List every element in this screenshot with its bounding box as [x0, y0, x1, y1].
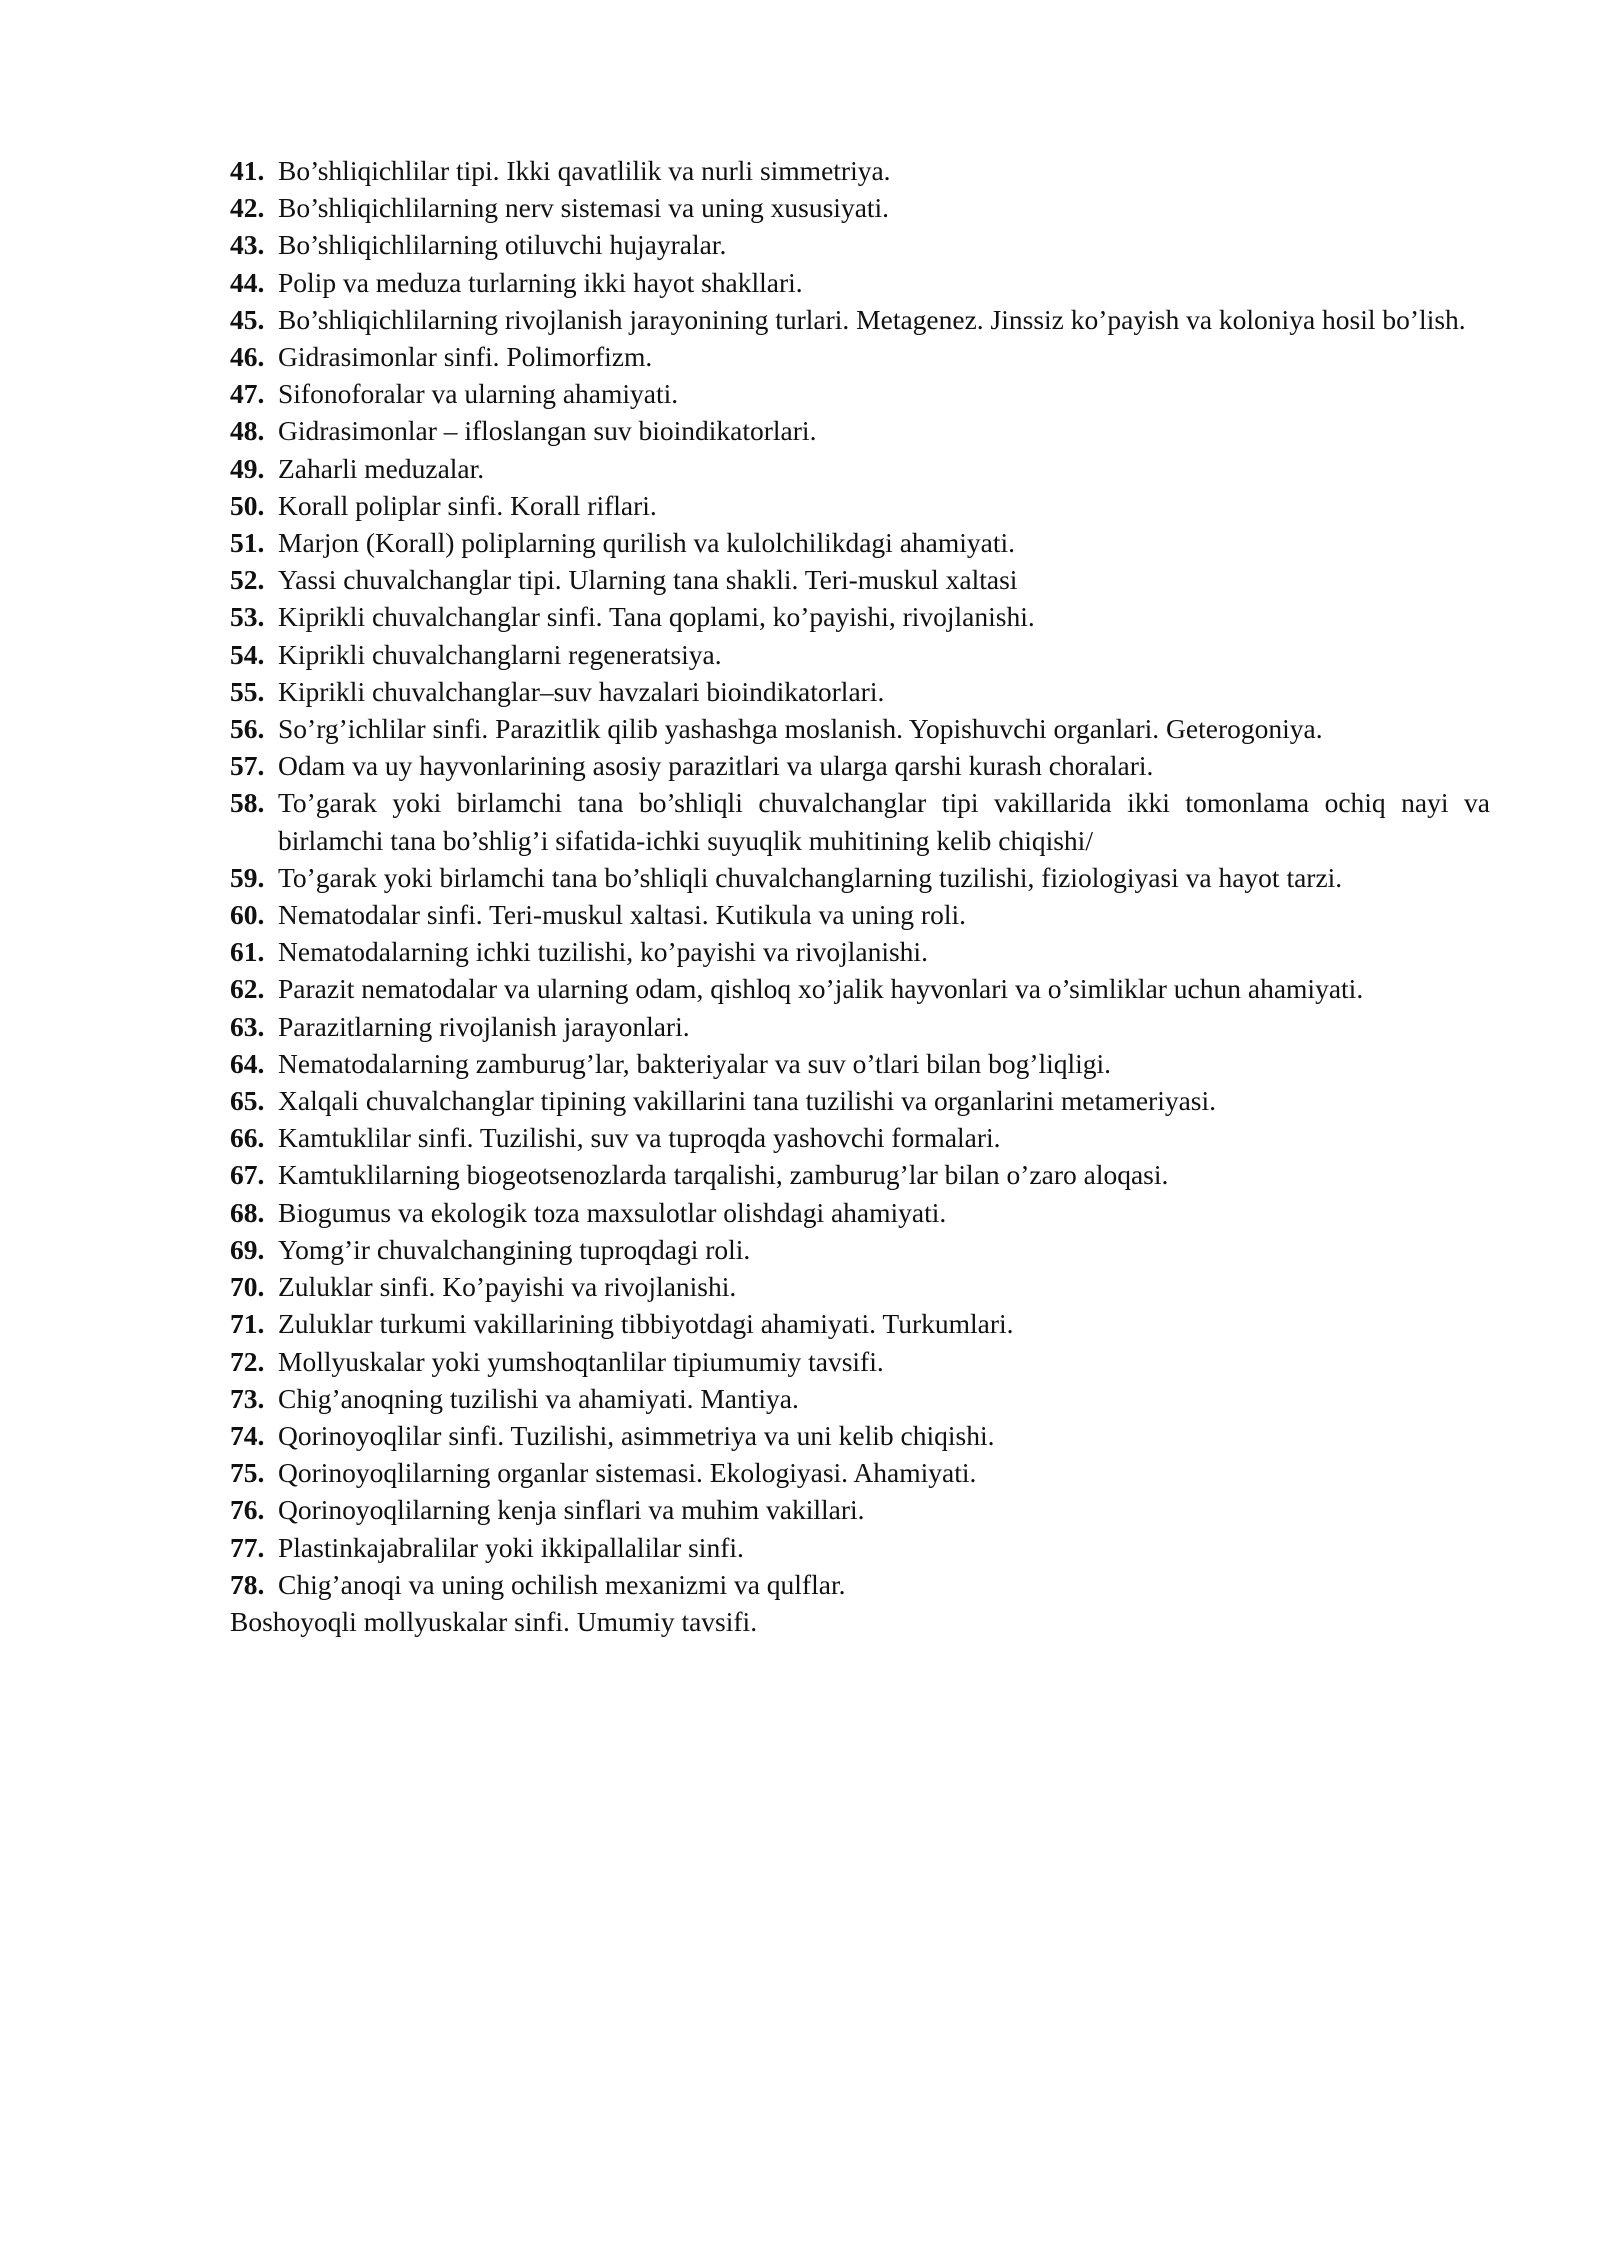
- item-text: Nematodalar sinfi. Teri-muskul xaltasi. Kutikula va uning roli.: [278, 899, 966, 931]
- item-text: Nematodalarning zamburug’lar, bakteriyalar va suv o’tlari bilan bog’liqligi.: [278, 1047, 1112, 1079]
- item-number: 57.: [230, 750, 265, 782]
- item-text: Parazitlarning rivojlanish jarayonlari.: [278, 1010, 690, 1042]
- list-item: [230, 970, 1490, 1007]
- list-item: [230, 487, 1490, 524]
- item-number: 71.: [230, 1308, 265, 1340]
- list-item: [230, 673, 1490, 710]
- list-item: [230, 1417, 1490, 1454]
- item-text: Kamtuklilar sinfi. Tuzilishi, suv va tuproqda yashovchi formalari.: [278, 1122, 1001, 1154]
- list-item: [230, 636, 1490, 673]
- list-item: [230, 189, 1490, 226]
- item-text: Yassi chuvalchanglar tipi. Ularning tana shakli. Teri-muskul xaltasi: [278, 564, 1018, 596]
- item-number: 59.: [230, 861, 265, 893]
- item-number: 53.: [230, 601, 265, 633]
- item-number: 42.: [230, 192, 265, 224]
- item-number: 52.: [230, 564, 265, 596]
- topic-list: [230, 152, 1490, 1640]
- list-item: [230, 1045, 1490, 1082]
- item-text: Biogumus va ekologik toza maxsulotlar olishdagi ahamiyati.: [278, 1196, 947, 1228]
- item-number: 58.: [230, 787, 265, 819]
- item-number: 46.: [230, 341, 265, 373]
- list-item: [230, 1231, 1490, 1268]
- item-text: Chig’anoqi va uning ochilish mexanizmi va qulflar.: [278, 1568, 846, 1600]
- item-number: 61.: [230, 936, 265, 968]
- item-number: 43.: [230, 229, 265, 261]
- list-item: [230, 561, 1490, 598]
- list-item: [230, 1491, 1490, 1528]
- list-item: [230, 301, 1490, 338]
- item-text: Korall poliplar sinfi. Korall riflari.: [278, 489, 657, 521]
- item-number: 76.: [230, 1494, 265, 1526]
- item-number: 78.: [230, 1568, 265, 1600]
- item-number: 41.: [230, 155, 265, 186]
- list-item: [230, 152, 1490, 189]
- item-text: Zuluklar turkumi vakillarining tibbiyotdagi ahamiyati. Turkumlari.: [278, 1308, 1014, 1340]
- item-number: 47.: [230, 378, 265, 410]
- item-text: Bo’shliqichlilarning otiluvchi hujayralar.: [278, 229, 727, 261]
- list-item: [230, 1156, 1490, 1193]
- item-text: Nematodalarning ichki tuzilishi, ko’payishi va rivojlanishi.: [278, 936, 928, 968]
- item-text: Qorinoyoqlilarning organlar sistemasi. Ekologiyasi. Ahamiyati.: [278, 1457, 977, 1489]
- item-text: Zuluklar sinfi. Ko’payishi va rivojlanishi.: [278, 1271, 737, 1303]
- trailing-text: Boshoyoqli mollyuskalar sinfi. Umumiy tavsifi.: [230, 1605, 758, 1637]
- item-text: Kamtuklilarning biogeotsenozlarda tarqalishi, zamburug’lar bilan o’zaro aloqasi.: [278, 1159, 1169, 1191]
- list-item: [230, 859, 1490, 896]
- item-number: 44.: [230, 266, 265, 298]
- item-number: 72.: [230, 1345, 265, 1377]
- list-item: [230, 412, 1490, 449]
- list-item: [230, 1194, 1490, 1231]
- item-text: Marjon (Korall) poliplarning qurilish va kulolchilikdagi ahamiyati.: [278, 527, 1015, 559]
- list-item: [230, 1529, 1490, 1566]
- item-number: 66.: [230, 1122, 265, 1154]
- item-text: Xalqali chuvalchanglar tipining vakillarini tana tuzilishi va organlarini metameriyasi.: [278, 1085, 1217, 1117]
- item-number: 65.: [230, 1085, 265, 1117]
- item-text: Mollyuskalar yoki yumshoqtanlilar tipiumumiy tavsifi.: [278, 1345, 884, 1377]
- item-text: Parazit nematodalar va ularning odam, qishloq xo’jalik hayvonlari va o’simliklar uchun ahamiyati.: [278, 973, 1364, 1005]
- item-text: So’rg’ichlilar sinfi. Parazitlik qilib yashashga moslanish. Yopishuvchi organlari. Geterogoniya.: [278, 713, 1323, 745]
- item-text: Gidrasimonlar sinfi. Polimorfizm.: [278, 341, 653, 373]
- list-item: [230, 1566, 1490, 1603]
- list-item: [230, 1082, 1490, 1119]
- list-item: [230, 784, 1490, 858]
- item-number: 75.: [230, 1457, 265, 1489]
- item-number: 74.: [230, 1419, 265, 1451]
- item-number: 49.: [230, 452, 265, 484]
- item-text: Kiprikli chuvalchanglar–suv havzalari bioindikatorlari.: [278, 675, 885, 707]
- list-item: [230, 747, 1490, 784]
- list-item: [230, 710, 1490, 747]
- list-item: [230, 375, 1490, 412]
- list-item: [230, 598, 1490, 635]
- list-item: [230, 338, 1490, 375]
- item-number: 54.: [230, 638, 265, 670]
- item-text: To’garak yoki birlamchi tana bo’shliqli chuvalchanglar tipi vakillarida ikki tomonlama ochiq nayi va birlamchi tana bo’shlig’i sifatida-ichki suyuqlik muhitining kelib chiqishi/: [278, 787, 1490, 856]
- list-item: [230, 450, 1490, 487]
- item-text: Kiprikli chuvalchanglar sinfi. Tana qoplami, ko’payishi, rivojlanishi.: [278, 601, 1035, 633]
- item-number: 62.: [230, 973, 265, 1005]
- item-number: 63.: [230, 1010, 265, 1042]
- list-item: [230, 1380, 1490, 1417]
- item-text: Bo’shliqichlilarning rivojlanish jarayonining turlari. Metagenez. Jinssiz ko’payish va koloniya hosil bo’lish.: [278, 303, 1466, 335]
- item-text: Chig’anoqning tuzilishi va ahamiyati. Mantiya.: [278, 1382, 799, 1414]
- list-item: [230, 1343, 1490, 1380]
- item-text: Qorinoyoqlilar sinfi. Tuzilishi, asimmetriya va uni kelib chiqishi.: [278, 1419, 995, 1451]
- item-number: 50.: [230, 489, 265, 521]
- list-item: [230, 1268, 1490, 1305]
- item-number: 70.: [230, 1271, 265, 1303]
- item-number: 60.: [230, 899, 265, 931]
- list-item: [230, 1008, 1490, 1045]
- list-item: [230, 896, 1490, 933]
- item-text: Bo’shliqichlilarning nerv sistemasi va uning xususiyati.: [278, 192, 890, 224]
- item-number: 56.: [230, 713, 265, 745]
- list-item: [230, 933, 1490, 970]
- list-item: [230, 524, 1490, 561]
- item-number: 77.: [230, 1531, 265, 1563]
- item-text: Odam va uy hayvonlarining asosiy parazitlari va ularga qarshi kurash choralari.: [278, 750, 1154, 782]
- item-text: Bo’shliqichlilar tipi. Ikki qavatlilik va nurli simmetriya.: [278, 155, 891, 186]
- item-text: Zaharli meduzalar.: [278, 452, 485, 484]
- item-text: Yomg’ir chuvalchangining tuproqdagi roli.: [278, 1233, 751, 1265]
- list-item: [230, 226, 1490, 263]
- item-text: Sifonoforalar va ularning ahamiyati.: [278, 378, 679, 410]
- list-item: [230, 264, 1490, 301]
- item-number: 69.: [230, 1233, 265, 1265]
- item-number: 67.: [230, 1159, 265, 1191]
- list-item: [230, 1305, 1490, 1342]
- list-item: [230, 1119, 1490, 1156]
- item-text: Gidrasimonlar – ifloslangan suv bioindikatorlari.: [278, 415, 817, 447]
- item-number: 55.: [230, 675, 265, 707]
- item-text: Qorinoyoqlilarning kenja sinflari va muhim vakillari.: [278, 1494, 865, 1526]
- item-number: 48.: [230, 415, 265, 447]
- item-number: 73.: [230, 1382, 265, 1414]
- item-text: Plastinkajabralilar yoki ikkipallalilar sinfi.: [278, 1531, 744, 1563]
- list-item: [230, 1454, 1490, 1491]
- item-text: To’garak yoki birlamchi tana bo’shliqli chuvalchanglarning tuzilishi, fiziologiyasi va hayot tarzi.: [278, 861, 1343, 893]
- item-number: 68.: [230, 1196, 265, 1228]
- item-number: 51.: [230, 527, 265, 559]
- item-text: Kiprikli chuvalchanglarni regeneratsiya.: [278, 638, 722, 670]
- item-number: 45.: [230, 303, 265, 335]
- item-text: Polip va meduza turlarning ikki hayot shakllari.: [278, 266, 803, 298]
- item-number: 64.: [230, 1047, 265, 1079]
